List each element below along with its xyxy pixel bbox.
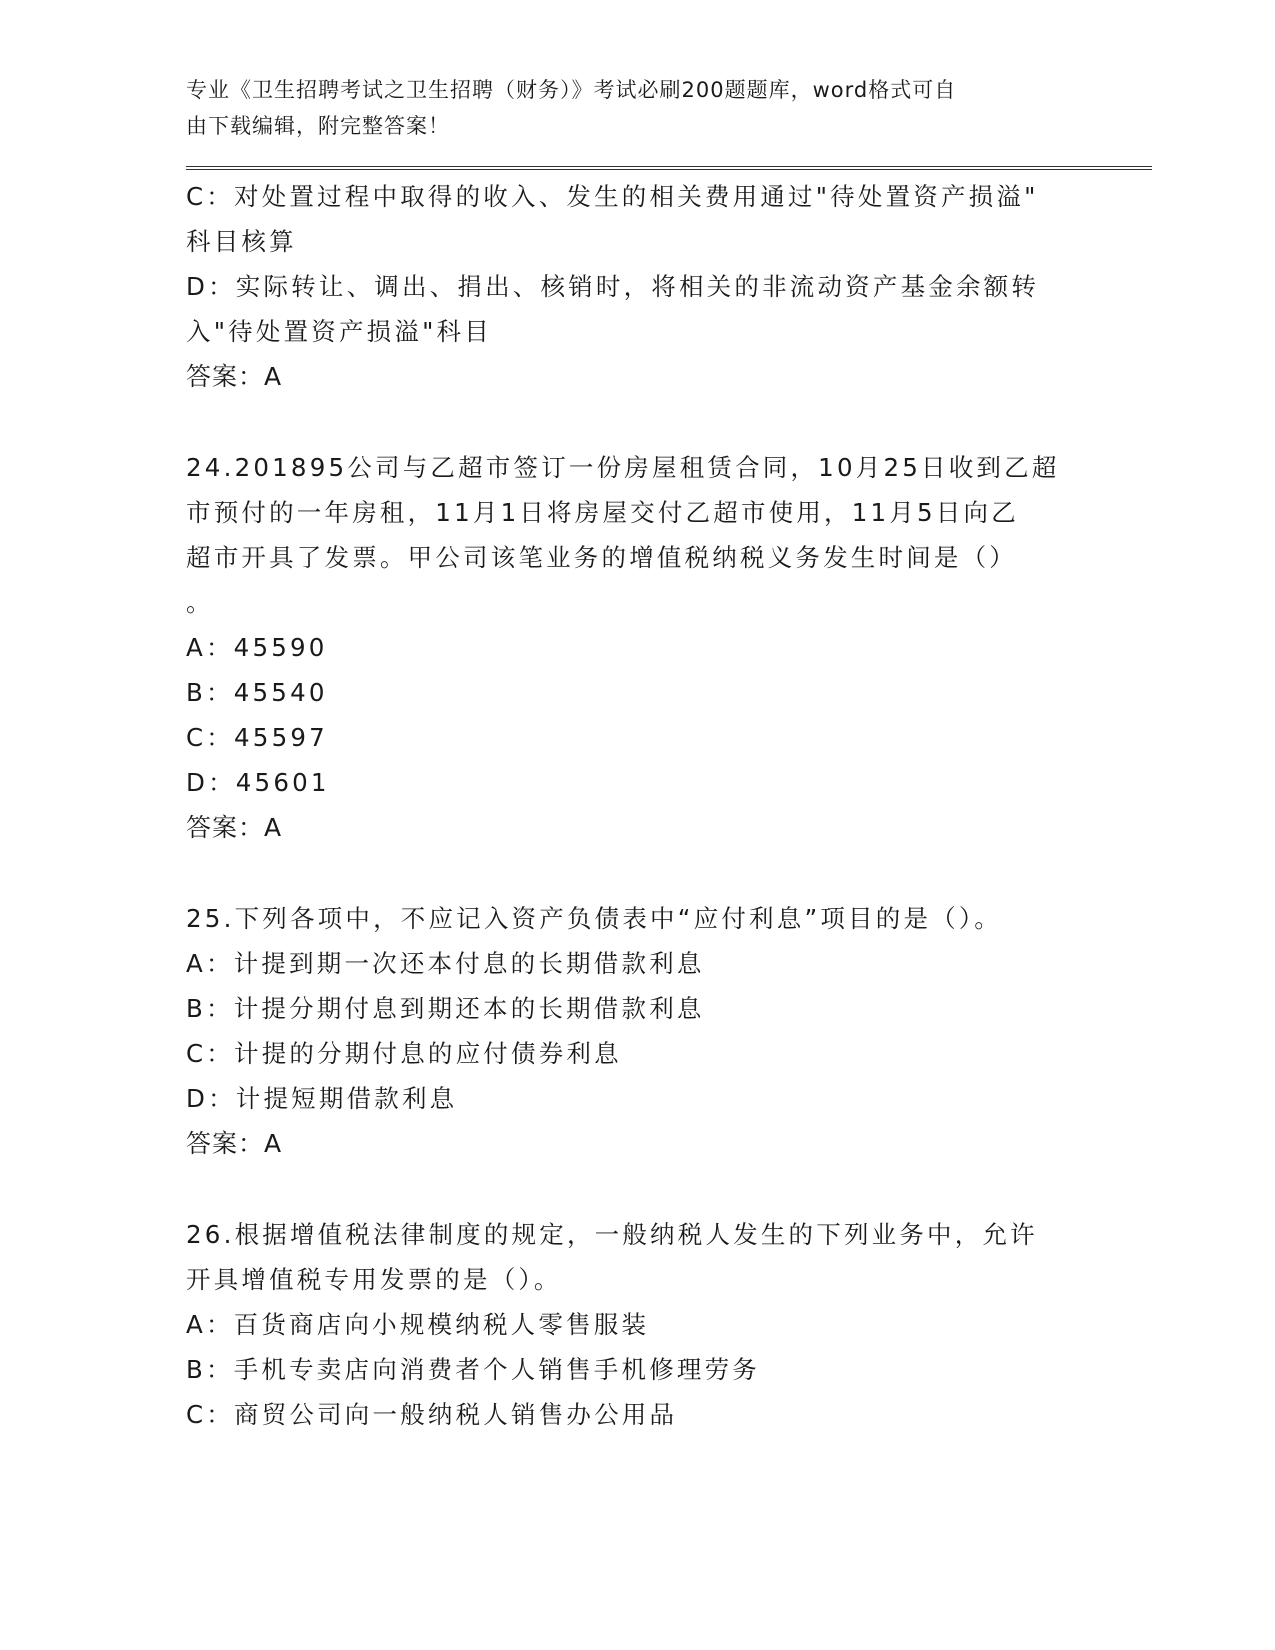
document-page xyxy=(186,72,1066,1437)
spacer xyxy=(186,399,1066,445)
question-26 xyxy=(186,1212,1066,1437)
q26-option-b: B：手机专卖店向消费者个人销售手机修理劳务 xyxy=(186,1355,761,1384)
q25-option-d: D：计提短期借款利息 xyxy=(186,1084,458,1113)
q25-answer: 答案：A xyxy=(186,1129,283,1158)
q24-option-d: D：45601 xyxy=(186,768,330,797)
header-line-1: 专业《卫生招聘考试之卫生招聘（财务）》考试必刷200题题库，word格式可自 xyxy=(186,78,957,102)
q23-answer: 答案：A xyxy=(186,362,283,391)
q23-option-c-line-1: C：对处置过程中取得的收入、发生的相关费用通过"待处置资产损溢" xyxy=(186,182,1039,211)
header-line-2: 由下载编辑，附完整答案！ xyxy=(186,114,450,138)
q24-option-b: B：45540 xyxy=(186,678,328,707)
question-24 xyxy=(186,445,1066,850)
q25-option-c: C：计提的分期付息的应付债券利息 xyxy=(186,1039,622,1068)
q25-option-b: B：计提分期付息到期还本的长期借款利息 xyxy=(186,994,705,1023)
spacer xyxy=(186,1166,1066,1212)
spacer xyxy=(186,850,1066,896)
q24-stem-line-1: 24.201895公司与乙超市签订一份房屋租赁合同，10月25日收到乙超 xyxy=(186,453,1060,482)
document-header xyxy=(186,72,1056,144)
q24-stem-line-3: 超市开具了发票。甲公司该笔业务的增值税纳税义务发生时间是（） xyxy=(186,543,1017,572)
q23-option-d-line-1: D：实际转让、调出、捐出、核销时，将相关的非流动资产基金余额转 xyxy=(186,272,1040,301)
question-25 xyxy=(186,896,1066,1166)
q25-stem-line-1: 25.下列各项中，不应记入资产负债表中“应付利息”项目的是（）。 xyxy=(186,904,1002,933)
q23-option-c-line-2: 科目核算 xyxy=(186,227,297,256)
q24-stem-line-4: 。 xyxy=(186,588,214,617)
q24-option-c: C：45597 xyxy=(186,723,328,752)
question-content xyxy=(186,174,1066,1437)
q25-option-a: A：计提到期一次还本付息的长期借款利息 xyxy=(186,949,705,978)
q26-stem-line-1: 26.根据增值税法律制度的规定，一般纳税人发生的下列业务中，允许 xyxy=(186,1220,1038,1249)
q23-option-d-line-2: 入"待处置资产损溢"科目 xyxy=(186,317,492,346)
q24-answer: 答案：A xyxy=(186,813,283,842)
q26-stem-line-2: 开具增值税专用发票的是（）。 xyxy=(186,1265,562,1294)
q24-option-a: A：45590 xyxy=(186,633,328,662)
question-23 xyxy=(186,174,1066,399)
header-divider xyxy=(186,166,1152,170)
q26-option-c: C：商贸公司向一般纳税人销售办公用品 xyxy=(186,1400,678,1429)
q26-option-a: A：百货商店向小规模纳税人零售服装 xyxy=(186,1310,650,1339)
q24-stem-line-2: 市预付的一年房租，11月1日将房屋交付乙超市使用，11月5日向乙 xyxy=(186,498,1019,527)
